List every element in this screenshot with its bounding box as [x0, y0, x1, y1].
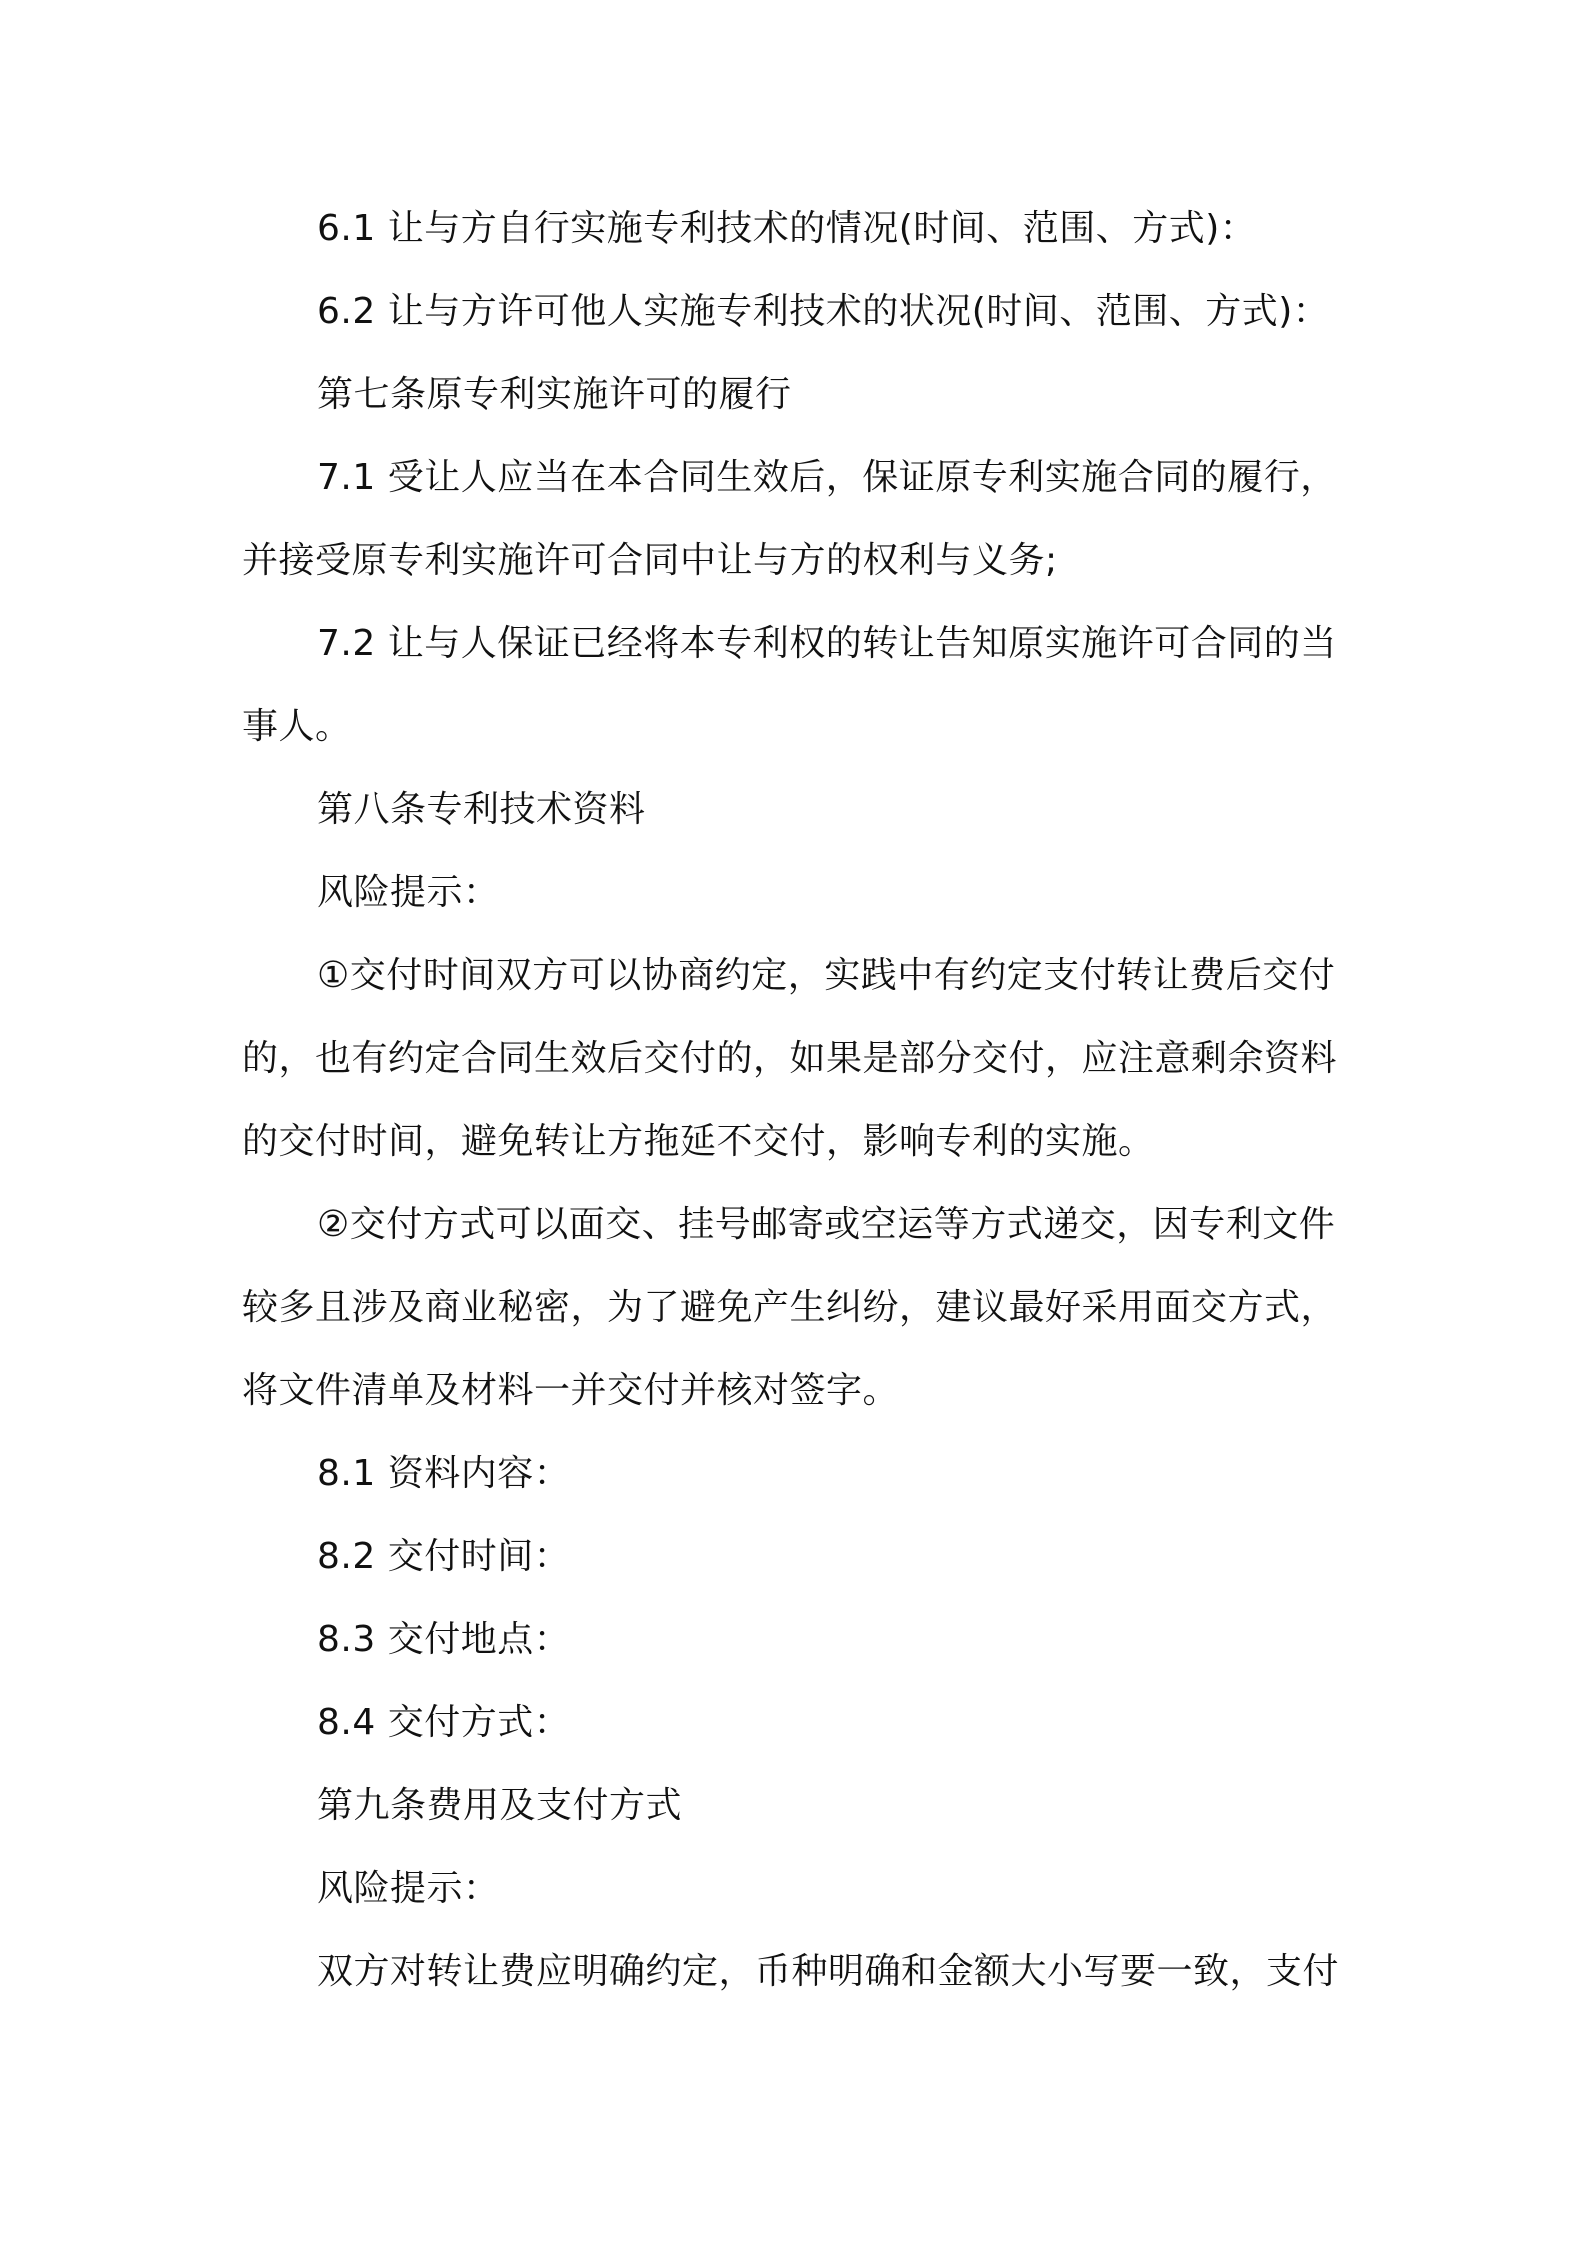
- clause-8-4: 8.4 交付方式：: [317, 1702, 571, 1743]
- risk-item-2-line-1: ②交付方式可以面交、挂号邮寄或空运等方式递交，因专利文件: [317, 1204, 1336, 1245]
- article-8-heading: 第八条专利技术资料: [317, 789, 646, 830]
- clause-7-2-line-1: 7.2 让与人保证已经将本专利权的转让告知原实施许可合同的当: [317, 623, 1337, 664]
- risk-note-label: 风险提示：: [317, 872, 500, 913]
- clause-6-2: 6.2 让与方许可他人实施专利技术的状况(时间、范围、方式)：: [317, 291, 1330, 332]
- risk-item-1-line-1: ①交付时间双方可以协商约定，实践中有约定支付转让费后交付: [317, 955, 1336, 996]
- article-9-heading: 第九条费用及支付方式: [317, 1785, 683, 1826]
- clause-8-3: 8.3 交付地点：: [317, 1619, 571, 1660]
- clause-6-1: 6.1 让与方自行实施专利技术的情况(时间、范围、方式)：: [317, 208, 1257, 249]
- risk-note-label-2: 风险提示：: [317, 1868, 500, 1909]
- clause-8-1: 8.1 资料内容：: [317, 1453, 571, 1494]
- risk-item-1-line-2: 的，也有约定合同生效后交付的，如果是部分交付，应注意剩余资料: [242, 1038, 1338, 1079]
- clause-7-2-line-2: 事人。: [242, 706, 352, 747]
- clause-8-2: 8.2 交付时间：: [317, 1536, 571, 1577]
- risk-item-2-line-2: 较多且涉及商业秘密，为了避免产生纠纷，建议最好采用面交方式，: [242, 1287, 1338, 1328]
- risk-item-2-line-3: 将文件清单及材料一并交付并核对签字。: [242, 1370, 900, 1411]
- risk-item-1-line-3: 的交付时间，避免转让方拖延不交付，影响专利的实施。: [242, 1121, 1155, 1162]
- article-7-heading: 第七条原专利实施许可的履行: [317, 374, 792, 415]
- clause-7-1-line-2: 并接受原专利实施许可合同中让与方的权利与义务;: [242, 540, 1058, 581]
- risk-item-3-line-1: 双方对转让费应明确约定，币种明确和金额大小写要一致，支付: [317, 1951, 1340, 1992]
- clause-7-1-line-1: 7.1 受让人应当在本合同生效后，保证原专利实施合同的履行，: [317, 457, 1337, 498]
